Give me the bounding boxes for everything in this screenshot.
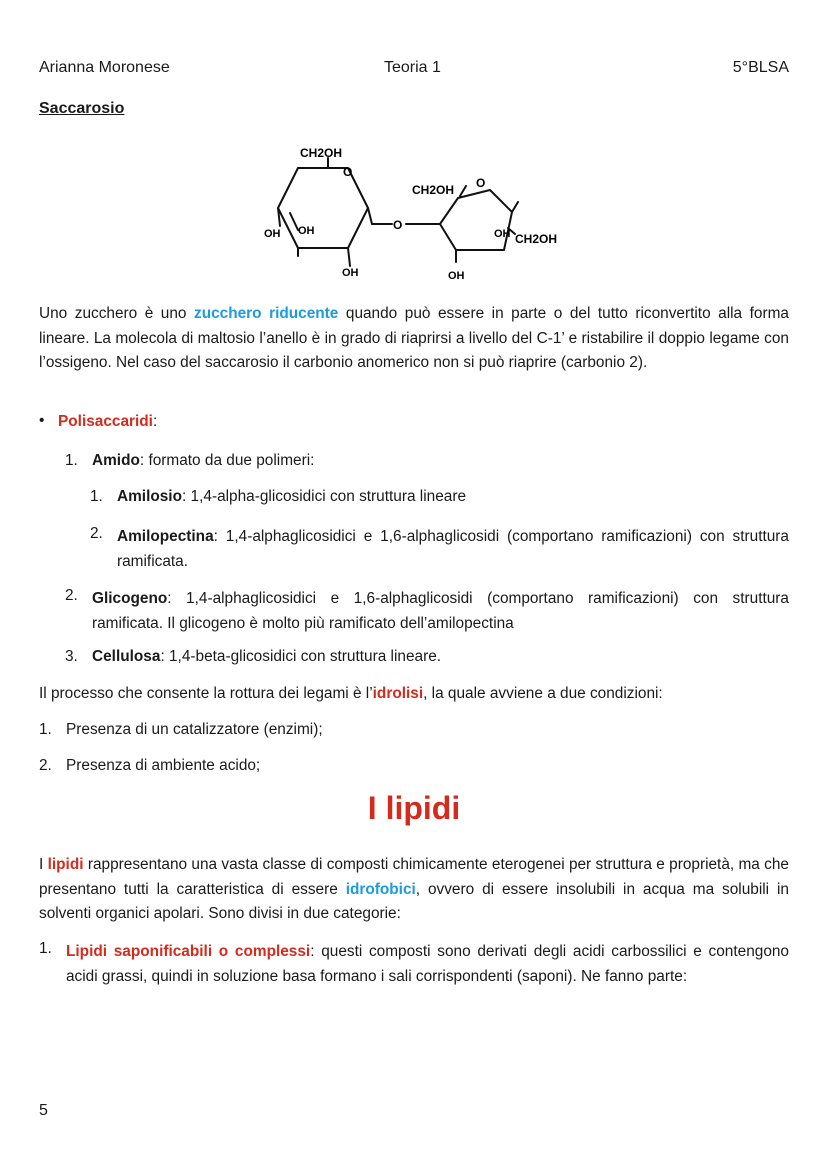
term: Amilosio xyxy=(117,488,182,505)
idrolisi-text-2: , la quale avviene a due condizioni: xyxy=(423,685,663,702)
list-number: 2. xyxy=(65,587,78,604)
item-text: : 1,4-beta-glicosidici con struttura lineare. xyxy=(160,648,442,665)
list-item-cellulosa xyxy=(92,648,441,666)
item-text: : formato da due polimeri: xyxy=(139,452,315,469)
lipidi-paragraph xyxy=(39,853,789,927)
term-idrofobici: idrofobici xyxy=(345,880,416,898)
list-item-lipidi-saponificabili xyxy=(66,940,789,989)
lipidi-text-2: rappresentano una vasta classe di composti chimicamente eterogenei per struttura e proprietà, ma che presentano tutti la caratteristica di essere xyxy=(39,856,789,898)
bullet: • xyxy=(39,412,45,429)
term-zucchero-riducente: zucchero riducente xyxy=(194,305,339,322)
intro-text-2: quando può essere in parte o del tutto riconvertito alla forma lineare. La molecola di maltosio l’anello è in grado di riaprirsi a livello del C-1’ e ristabilire il doppio legame con l’ossigeno. Nel caso del saccarosio il carbonio anomerico non si può riaprire (carbonio 2). xyxy=(39,305,789,371)
list-number: 2. xyxy=(90,525,103,542)
label-oh-left2: OH xyxy=(298,225,315,237)
condition-item: Presenza di ambiente acido; xyxy=(66,757,261,774)
term: Glicogeno xyxy=(92,590,168,607)
lipidi-text-1: I xyxy=(39,856,48,873)
item-text: : questi composti sono derivati degli acidi carbossilici e contengono acidi grassi, quindi in soluzione basa formano i sali corrispondenti (saponi). Ne fanno parte: xyxy=(66,943,789,985)
list-number: 1. xyxy=(39,721,52,738)
header-class: 5°BLSA xyxy=(732,59,789,76)
header-title: Teoria 1 xyxy=(384,59,441,76)
list-item-amido xyxy=(92,452,314,470)
section-title: Saccarosio xyxy=(39,100,125,117)
idrolisi-text-1: Il processo che consente la rottura dei legami è l’ xyxy=(39,685,373,702)
label-oh-right: OH xyxy=(494,228,511,240)
intro-text-1: Uno zucchero è uno xyxy=(39,305,194,322)
label-oh-bottom1: OH xyxy=(342,267,359,279)
term: Amido xyxy=(92,452,140,469)
term: Amilopectina xyxy=(117,528,214,545)
list-number: 1. xyxy=(65,452,78,469)
list-number: 1. xyxy=(39,940,52,957)
term-idrolisi: idrolisi xyxy=(372,685,424,702)
header-author: Arianna Moronese xyxy=(39,59,170,76)
lipidi-heading: I lipidi xyxy=(367,790,461,826)
term-lipidi: lipidi xyxy=(47,856,84,873)
polisaccaridi-colon: : xyxy=(152,413,158,430)
list-number: 1. xyxy=(90,488,103,505)
label-ch2oh-top: CH2OH xyxy=(300,146,343,160)
item-text: : 1,4-alphaglicosidici e 1,6-alphaglicosidi (comportano ramificazioni) con struttura ramificata. xyxy=(117,528,789,570)
label-oh-bottom2: OH xyxy=(448,270,465,282)
item-text: : 1,4-alphaglicosidici e 1,6-alphaglicosidi (comportano ramificazioni) con struttura ramificata. Il glicogeno è molto più ramificato dell’amilopectina xyxy=(92,590,789,632)
term: Lipidi saponificabili o complessi xyxy=(66,943,311,960)
list-number: 2. xyxy=(39,757,52,774)
label-o-ring1: O xyxy=(343,165,353,179)
sucrose-structure xyxy=(250,138,580,288)
item-text: : 1,4-alpha-glicosidici con struttura lineare xyxy=(182,488,467,505)
polisaccaridi-heading xyxy=(58,413,157,431)
label-o-bridge: O xyxy=(393,218,403,232)
label-o-ring2: O xyxy=(476,176,486,190)
condition-item: Presenza di un catalizzatore (enzimi); xyxy=(66,721,323,738)
list-item-amilopectina xyxy=(117,525,789,574)
list-item-glicogeno xyxy=(92,587,789,636)
label-oh-left1: OH xyxy=(264,228,281,240)
idrolisi-paragraph xyxy=(39,685,663,703)
term: Cellulosa xyxy=(92,648,161,665)
lipidi-text-3: , ovvero di essere insolubili in acqua ma solubili in solventi organici apolari. Sono divisi in due categorie: xyxy=(39,880,789,922)
list-number: 3. xyxy=(65,648,78,665)
label-ch2oh-right: CH2OH xyxy=(515,232,558,246)
page-number: 5 xyxy=(39,1102,48,1119)
list-item-amilosio xyxy=(117,488,466,506)
label-ch2oh-ring2: CH2OH xyxy=(412,183,455,197)
reducing-sugar-paragraph xyxy=(39,302,789,376)
polisaccaridi-title: Polisaccaridi xyxy=(58,413,153,430)
